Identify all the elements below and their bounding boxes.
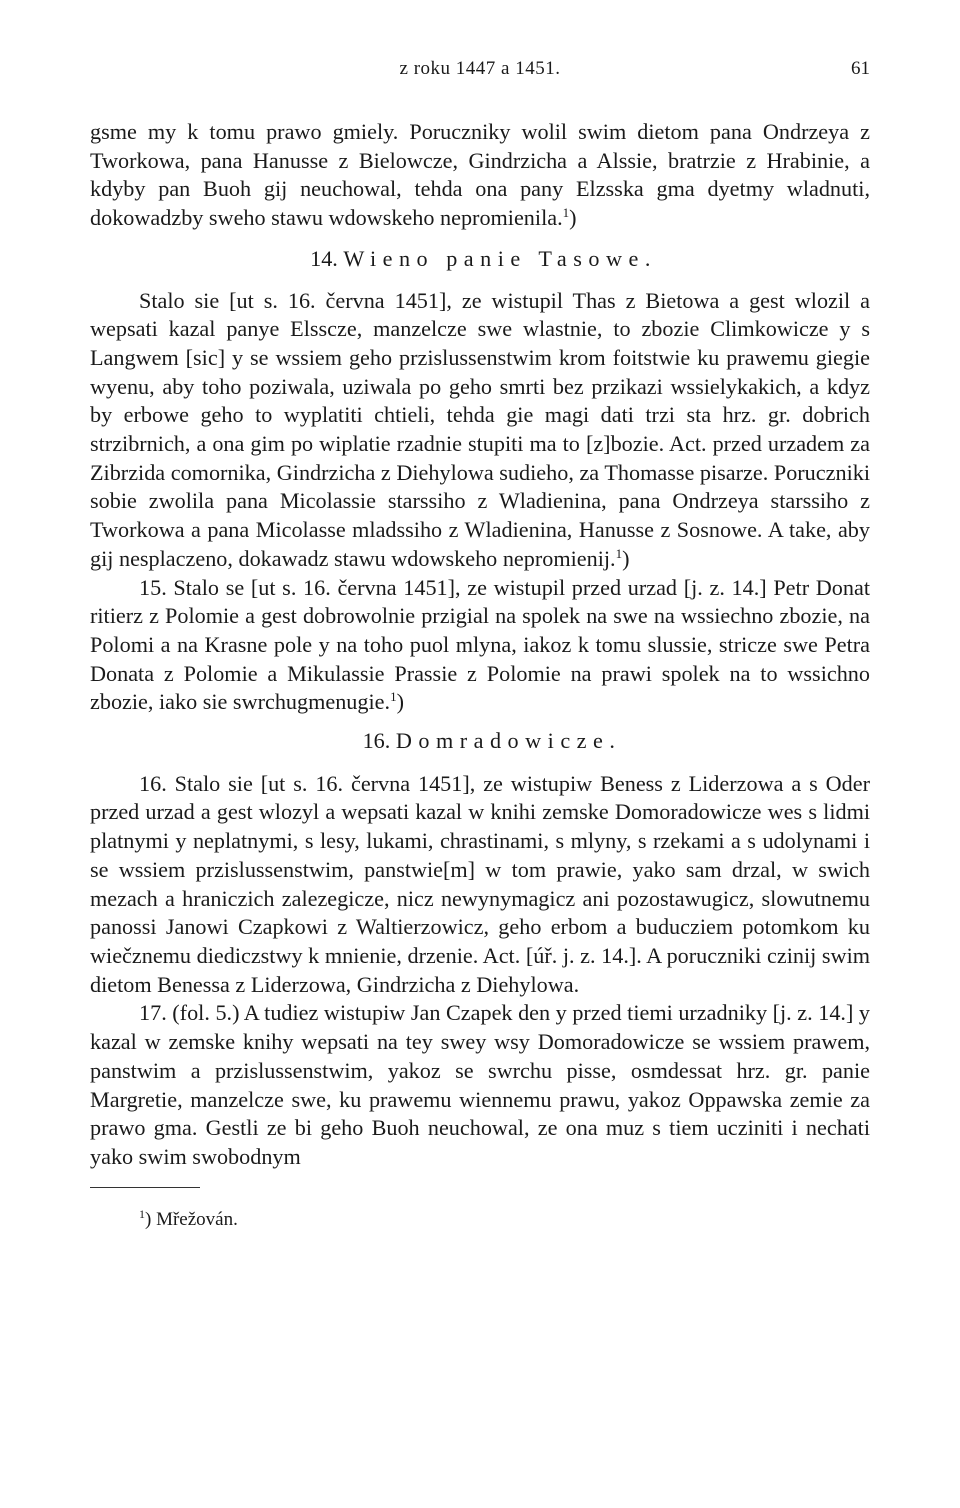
section-heading-16 [90,727,870,756]
section-heading-14 [90,245,870,274]
paragraph-13-continuation: gsme my k tomu prawo gmiely. Porucznikу wolil swim dietom pana Ondrzeya z Tworkowa, pana Hanusse z Bielowcze, Gindrzicha a Alssie, bratrzie z Hrabinie, a kdyby pan Buoh gij neuchowal, tehda ona pany Elzsska gma dyetmy wladnuti, dokowadzby sweho stawu wdowskeho nepromienila.$^1$) [90,119,870,231]
paragraph-text: 17. (fol. 5.) A tudiez wistupiw Jan Czapek den y przed tiemi urzadniky [j. z. 14.] y kazal w zemske knihy wepsati na tey swey wsy Domoradowicze se wssiem prawem, panstwim a przislussenstwim, yakoz se swrchu pisse, osmdessat hrz. gr. panie Margretie, manzelcze swe, ku prawemu wiennemu prawu, yakoz Oppawska zemie za prawo gma. Gestli ze bi geho Buoh neuchowal, ze ona muz s tiem uczіniti i nechati yako swim swobodnym [90,1000,870,1169]
heading-title: Domradowicze. [395,728,622,754]
footnote-reference: 1 [615,545,623,561]
document-page [90,58,870,1232]
footnote [90,1208,870,1232]
heading-title: Wieno panie Tasowe. [343,245,657,271]
paragraph-17 [90,999,870,1171]
footnote-divider [90,1187,200,1188]
paragraph-text: 16. Stalo sie [ut s. 16. června 1451], ze wistupiw Beness z Liderzowa a s Oder przed urzad a gest wlozyl a wepsati kazal w knihi zemske Domoradowicze wes s lidmi platnymi y neplatnymi, s lesy, lukami, chrastinami, s mlyny, s rzekami a s udolynami i se wssiem przislussenstwim, panstwie[m] w tom prawie, yako sam drzal, w swich mezach a hraniczich zalezegicze, nicz newynymagicz ani pozostawugicz, slowutnemu panossi Janowi Czapkowi z Waltierzowicz, geho erbom a buduczіem potomkom ku wiečznemu diediczstwy k mnienie, drzenie. Act. [úř. j. z. 14.]. A porucznіki czinij swim dietom Benessa z Liderzowa, Gindrzicha z Diehylowa. [90,770,870,997]
paragraph-15: 15. Stalo se [ut s. 16. června 1451], ze wistupil przed urzad [j. z. 14.] Petr Donat ritierz z Polomie a gest dobrowolnie przigial na spolek na swe na wssiechno zbozie, na Polomi a na Krasne pole y na toho puol mlyna, iakoz k tomu slussie, stricze swe Petra Donata z Polomie a Mikulassie Prassie z Polomie na prawi spolek na to wssichno zbozie, iako sie swrchugmenugie.$^1$) [90,574,870,715]
heading-number: 16. [362,728,391,754]
paragraph-16 [90,770,870,1000]
paragraph-14: Stalo sie [ut s. 16. června 1451], ze wistupil Thas z Bietowa a gest wlozil a wepsati kazal panye Elsscze, manzelcze swe wlastnie, to zbozie Climkowicze y s Langwem [sic] y se wssiem geho przislussenstwim krom foitstwie ku prawemu giegie wyenu, aby toho poziwala, uziwala po geho smrti bez przikazi wssielykakich, a kdyz by erbowe geho to wyplatiti chtieli, tehda gie magi dati trzi sta hrz. gr. dobrich strzibrnich, a ona gim po wiplatie rzadnie stupiti ma to [z]bozie. Act. przed urzadem za Zibrzida comornika, Gindrzicha z Diehylowa sudieho, za Thomasse pisarze. Poruczniki sobie zwolila pana Micolassie starssiho z Wladienina, pana Ondrzeya starssiho z Tworkowa a pana Micolasse mladssiho z Wladienina, Hanusse z Sosnowe. A take, aby gij nesplaczeno, dokawadz stawu wdowskeho nepromienij.$^1$) [90,287,870,571]
footnote-marker: 1 [139,1206,145,1221]
heading-number: 14. [310,245,338,271]
running-head [90,58,870,90]
paragraph-text: gsme my k tomu prawo gmiely. Porucznikу wolil swim dietom pana Ondrzeya z Tworkowa, pana Hanusse z Bielowcze, Gindrzicha a Alssie, bratrzie z Hrabinie, a kdyby pan Buoh gij neuchowal, tehda ona pany Elzsska gma dyetmy wladnuti, dokowadzby sweho stawu wdowskeho nepromienila. [90,119,870,231]
paragraph-text: Stalo sie [ut s. 16. června 1451], ze wistupil Thas z Bietowa a gest wlozil a wepsati kazal panye Elsscze, manzelcze swe wlastnie, to zbozie Climkowicze y s Langwem [sic] y se wssiem geho przislussenstwim krom foitstwie ku prawemu giegie wyenu, aby toho poziwala, uziwala po geho smrti bez przikazi wssielykakich, a kdyz by erbowe geho to wyplatiti chtieli, tehda gie magi dati trzi sta hrz. gr. dobrich strzibrnich, a ona gim po wiplatie rzadnie stupiti ma to [z]bozie. Act. przed urzadem za Zibrzida comornika, Gindrzicha z Diehylowa sudieho, za Thomasse pisarze. Poruczniki sobie zwolila pana Micolassie starssiho z Wladienina, pana Ondrzeya starssiho z Tworkowa a pana Micolasse mladssiho z Wladienina, Hanusse z Sosnowe. A take, aby gij nesplaczeno, dokawadz stawu wdowskeho nepromienij. [90,287,870,571]
page-number: 61 [851,58,870,79]
footnote-text: ) Mřežován. [145,1208,238,1230]
body-text [90,118,870,1172]
footnote-reference: 1 [390,689,397,705]
running-title: z roku 1447 a 1451. [399,58,561,79]
paragraph-text: 15. Stalo se [ut s. 16. června 1451], ze wistupil przed urzad [j. z. 14.] Petr Donat ritierz z Polomie a gest dobrowolnie przigial na spolek na swe na wssiechno zbozie, na Polomi a na Krasne pole y na toho puol mlyna, iakoz k tomu slussie, stricze swe Petra Donata z Polomie a Mikulassie Prassie z Polomie na prawi spolek na to wssichno zbozie, iako sie swrchugmenugie. [90,574,870,715]
footnote-reference: 1 [562,205,570,221]
